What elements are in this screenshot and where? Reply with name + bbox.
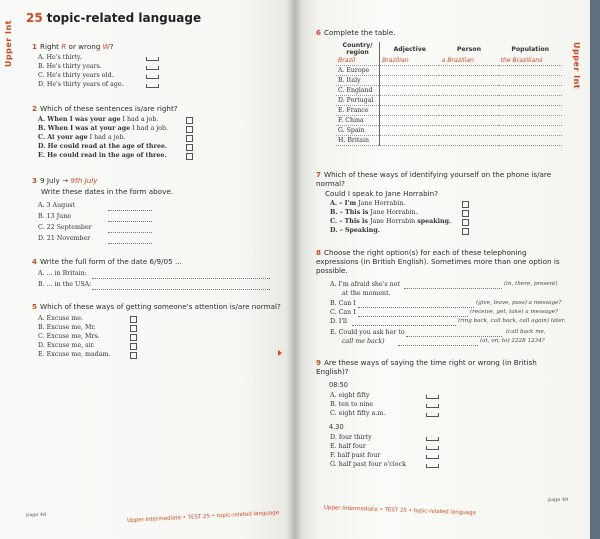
q3-item-a: A. 3 August [38,202,76,209]
question-number: 9 [316,358,322,367]
answer-bracket[interactable] [426,395,439,399]
col-adjective: Adjective [393,45,426,53]
answer-line[interactable] [398,345,478,346]
question-4 [32,257,182,266]
answer-line[interactable] [358,316,468,317]
example-person: a Brazilian [439,56,498,66]
checkbox[interactable] [186,117,193,124]
answer-bracket[interactable] [146,66,159,70]
next-page-arrow-icon [278,350,282,356]
q8-hint-c: (receive, get, take) a message? [470,309,559,315]
q8-hint-e2: (at, on, to) 2228 1234? [480,338,545,344]
checkbox[interactable] [130,325,137,332]
checkbox[interactable] [130,334,137,341]
page-footer: Upper Intermediate • TEST 25 • topic-related language [323,505,477,517]
answer-bracket[interactable] [426,404,439,408]
table-row[interactable]: D. Portugal [336,96,562,106]
table-row[interactable]: F. China [336,116,562,126]
table-row[interactable]: E. France [336,106,562,116]
question-9 [316,358,568,376]
q2-item-a: A. When I was your age I had a job. [38,116,159,123]
q8-item-e-cont: call me back) [342,338,385,345]
example-population: the Brazilians [498,56,562,66]
q8-hint-e: (call back me, [506,329,546,335]
page-title [26,11,201,25]
q8-item-a-cont: at the moment. [342,290,391,297]
country-table [336,42,562,146]
question-3-text: Write these dates in the form above. [41,187,174,196]
col-population: Population [511,45,550,53]
question-7-sub: Could I speak to Jane Horrabin? [325,189,439,198]
answer-bracket[interactable] [426,464,439,468]
table-row[interactable]: G. Spain [336,126,562,136]
q5-item-d: D. Excuse me, sir. [38,342,95,349]
question-text: Complete the table. [324,28,396,37]
q9-item-b: B. ten to nine [330,401,374,408]
checkbox[interactable] [130,352,137,359]
q8-item-e: E. Could you ask her to [330,329,405,336]
q1-item-d: D. He's thirty years of age. [38,81,124,88]
checkbox[interactable] [186,144,193,151]
q8-hint-a: (in, there, present) [504,281,558,287]
question-number: 5 [32,302,38,311]
question-3 [32,176,98,185]
checkbox[interactable] [462,228,469,235]
q9-item-d: D. four thirty [330,434,372,441]
date-example: 9 July → [40,176,69,185]
q8-item-d: D. I'll [330,318,348,325]
right-side-label: Upper Int [572,42,581,90]
q9-item-g: G. half past four o'clock [330,461,406,468]
answer-line[interactable] [358,307,474,308]
q1-item-a: A. He's thirty. [38,54,82,61]
q5-item-e: E. Excuse me, madam. [38,351,111,358]
q9-item-c: C. eight fifty a.m. [330,410,386,417]
q7-item-d: D. – Speaking. [330,227,380,234]
q7-item-b: B. – This is Jane Horrabin. [330,209,418,216]
answer-line[interactable] [108,232,152,233]
question-text: Are these ways of saying the time right or wrong (in British English)? [316,358,537,376]
question-text-2: or wrong [68,42,101,51]
q8-hint-d: (ring back, call back, call again) later. [458,318,566,324]
q9-item-f: F. half past four [330,452,381,459]
question-text: Which of these ways of getting someone's attention is/are normal? [40,302,281,311]
q2-item-d: D. He could read at the age of three. [38,143,168,150]
q5-item-c: C. Excuse me, Mrs. [38,333,100,340]
question-5 [32,302,292,311]
answer-bracket[interactable] [426,446,439,450]
q3-item-c: C. 22 September [38,224,92,231]
question-number: 8 [316,248,322,257]
question-6 [316,28,396,37]
question-8 [316,248,570,275]
question-text: Write the full form of the date 6/9/05 ... [40,257,182,266]
time-2: 4.30 [329,423,344,431]
q2-item-e: E. He could read in the age of three. [38,152,167,159]
question-7 [316,170,568,188]
left-side-label: Upper Int [4,20,13,68]
example-country: Brazil [336,56,380,66]
book-gutter [286,0,302,539]
q2-item-c: C. At your age I had a job. [38,134,126,141]
answer-line[interactable] [108,243,152,244]
answer-line[interactable] [406,336,502,337]
checkbox[interactable] [186,126,193,133]
question-number: 6 [316,28,322,37]
question-number: 3 [32,176,38,185]
question-1: 1 Right R or wrong W? [32,42,114,51]
table-row[interactable]: B. Italy [336,76,562,86]
answer-line[interactable] [352,325,456,326]
answer-bracket[interactable] [146,57,159,61]
answer-bracket[interactable] [426,413,439,417]
checkbox[interactable] [130,316,137,323]
answer-line[interactable] [404,288,502,289]
time-1: 08:50 [329,381,349,389]
question-text: Choose the right option(s) for each of these telephoning expressions (in British English). Sometimes more than one option is possible. [316,248,560,275]
answer-line[interactable] [108,210,152,211]
q2-item-b: B. When I was at your age I had a job. [38,125,169,132]
q8-item-a: A. I'm afraid she's not [330,281,400,288]
q5-item-a: A. Excuse me. [38,315,83,322]
table-row[interactable]: H. Britain [336,136,562,146]
question-number: 1 [32,42,38,51]
answer-line[interactable] [92,289,270,290]
checkbox[interactable] [462,201,469,208]
question-number: 7 [316,170,322,179]
question-text: Which of these ways of identifying yourself on the phone is/are normal? [316,170,552,188]
test-number: 25 [26,11,43,25]
checkbox[interactable] [462,210,469,217]
handwritten-w: W [102,42,110,51]
checkbox[interactable] [462,219,469,226]
q8-item-c: C. Can I [330,309,356,316]
table-row-example [336,56,562,66]
page-number: page 48 [26,512,47,518]
checkbox[interactable] [186,153,193,160]
answer-bracket[interactable] [146,75,159,79]
q4-item-b: B. ... in the USA: [38,281,92,288]
q3-item-d: D. 21 November [38,235,91,242]
q4-item-a: A. ... in Britain: [38,270,87,277]
answer-bracket[interactable] [426,455,439,459]
question-2 [32,104,178,113]
q5-item-b: B. Excuse me, Mr. [38,324,96,331]
q8-item-b: B. Can I [330,300,356,307]
table-row[interactable]: C. England [336,86,562,96]
left-page [0,0,294,539]
question-number: 4 [32,257,38,266]
col-country: Country/ region [336,42,380,56]
example-adjective: Brazilian [380,56,440,66]
question-text: Right [40,42,59,51]
right-page [294,0,590,539]
answer-bracket[interactable] [426,437,439,441]
q9-item-a: A. eight fifty [330,392,370,399]
q1-item-c: C. He's thirty years old. [38,72,114,79]
q7-item-c: C. – This is Jane Horrabin speaking. [330,218,452,225]
checkbox[interactable] [186,135,193,142]
question-text: Which of these sentences is/are right? [40,104,178,113]
q3-item-b: B. 13 June [38,213,72,220]
table-row[interactable]: A. Europe [336,66,562,76]
q8-hint-b: (give, leave, pass) a message? [476,300,562,306]
answer-line[interactable] [108,221,152,222]
page-number: page 49 [548,497,569,503]
answer-line[interactable] [92,278,270,279]
question-number: 2 [32,104,38,113]
handwritten-r: R [61,42,67,51]
col-person: Person [456,45,481,53]
q1-item-b: B. He's thirty years. [38,63,102,70]
page-footer: Upper Intermediate • TEST 25 • topic-related language [127,510,280,524]
q9-item-e: E. half four [330,443,366,450]
checkbox[interactable] [130,343,137,350]
answer-bracket[interactable] [146,84,159,88]
handwritten-answer: 9th July [70,176,98,185]
test-title: topic-related language [46,11,202,25]
q7-item-a: A. – I'm Jane Horrabin. [330,200,406,207]
